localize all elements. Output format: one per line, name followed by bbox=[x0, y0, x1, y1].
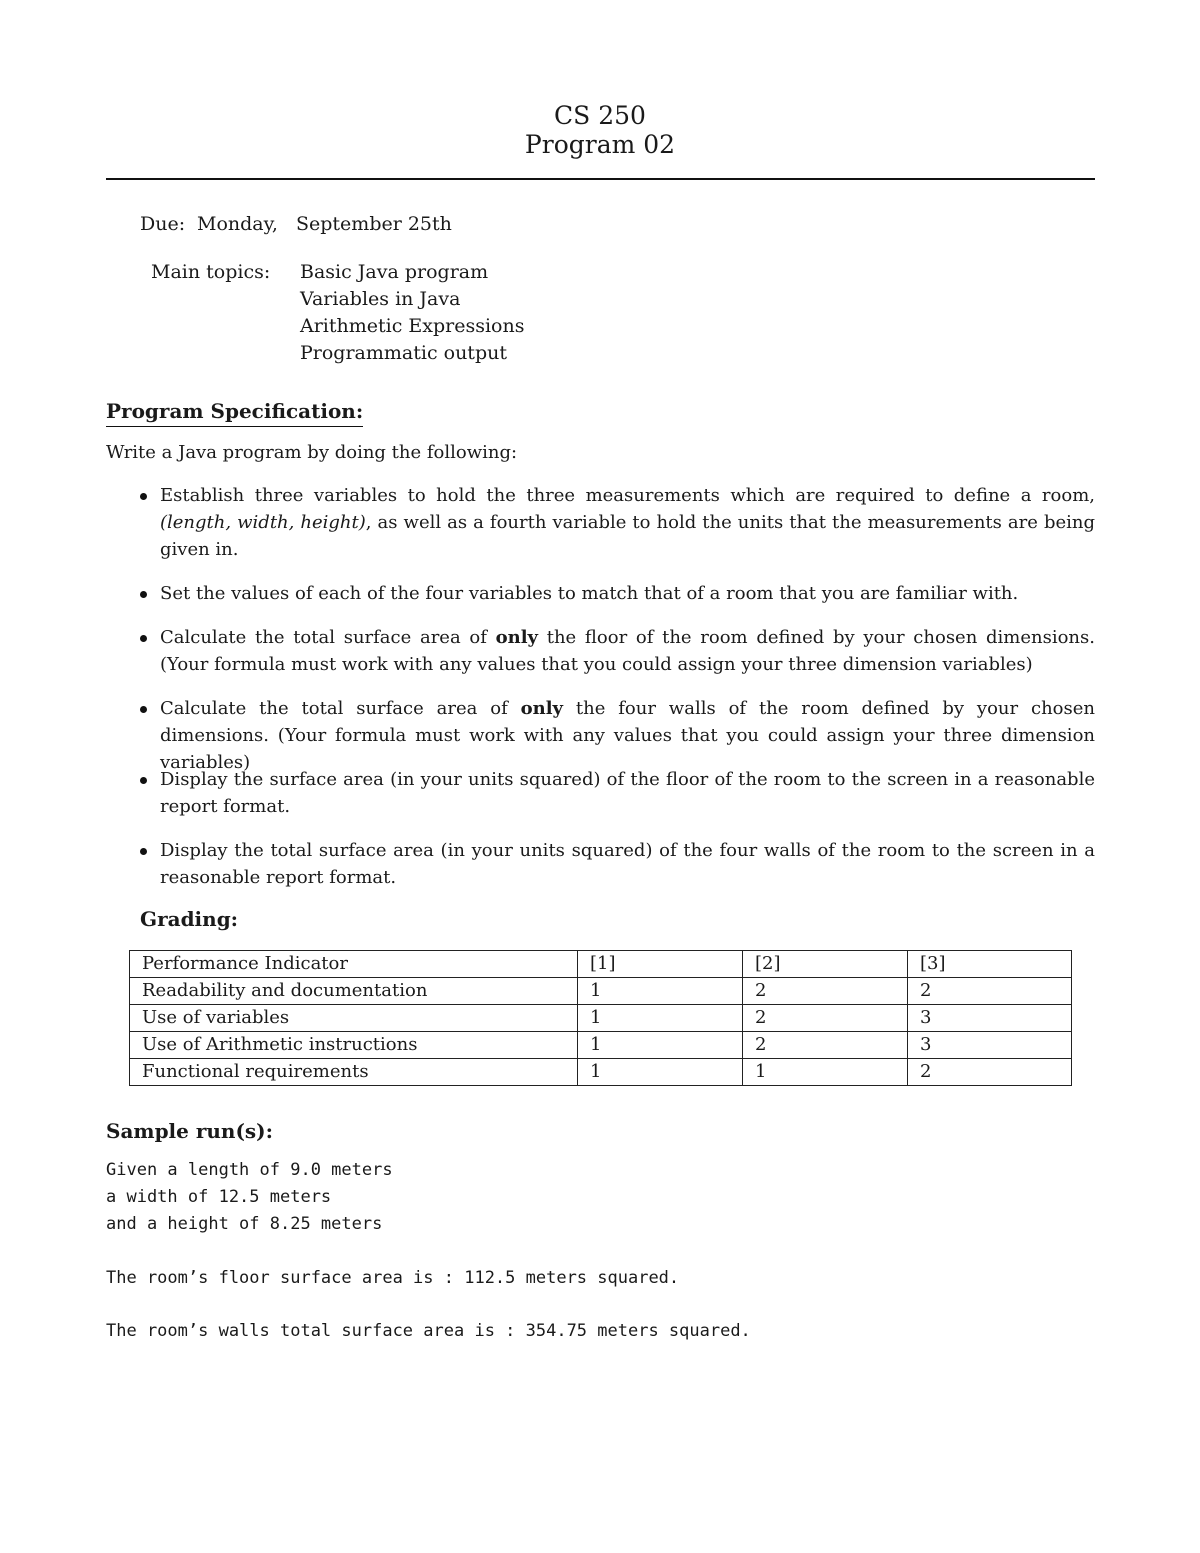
table-cell: 2 bbox=[743, 1032, 908, 1059]
grading-heading: Grading: bbox=[140, 907, 239, 931]
table-row bbox=[130, 1005, 1072, 1032]
table-cell: 2 bbox=[908, 978, 1072, 1005]
sample-heading: Sample run(s): bbox=[106, 1119, 274, 1143]
code-line: and a height of 8.25 meters bbox=[106, 1214, 383, 1234]
spec-heading: Program Specification: bbox=[106, 398, 363, 427]
course-title: CS 250 bbox=[554, 101, 646, 130]
bullet-dot bbox=[140, 777, 147, 784]
table-cell: 1 bbox=[578, 1032, 743, 1059]
table-cell: 3 bbox=[908, 1005, 1072, 1032]
table-row bbox=[130, 978, 1072, 1005]
table-cell: Readability and documentation bbox=[130, 978, 578, 1005]
table-header-cell: [1] bbox=[578, 951, 743, 978]
bullet-dot bbox=[140, 591, 147, 598]
bullet-dot bbox=[140, 493, 147, 500]
grading-table bbox=[129, 950, 1072, 1086]
topics-list bbox=[300, 259, 524, 367]
table-cell: Use of variables bbox=[130, 1005, 578, 1032]
dimension-list: (length, width, height) bbox=[160, 512, 366, 533]
table-header-cell: [2] bbox=[743, 951, 908, 978]
topic-item: Basic Java program bbox=[300, 261, 489, 283]
emphasis-only: only bbox=[495, 627, 538, 648]
table-cell: Functional requirements bbox=[130, 1059, 578, 1086]
sample-output-inputs bbox=[106, 1157, 393, 1238]
table-cell: Use of Arithmetic instructions bbox=[130, 1032, 578, 1059]
bullet-dot bbox=[140, 635, 147, 642]
table-cell: 2 bbox=[743, 1005, 908, 1032]
requirement-item: Establish three variables to hold the three measurements which are required to define a room, (length, width, height), as well as a fourth variable to hold the units that the measurements are being given in. bbox=[140, 482, 1095, 563]
requirements-list bbox=[140, 482, 1095, 891]
table-header-row bbox=[130, 951, 1072, 978]
table-header-cell: Performance Indicator bbox=[130, 951, 578, 978]
topic-item: Arithmetic Expressions bbox=[300, 315, 525, 337]
requirement-item: Display the total surface area (in your units squared) of the four walls of the room to the screen in a reasonable report format. bbox=[140, 837, 1095, 891]
table-cell: 3 bbox=[908, 1032, 1072, 1059]
table-cell: 2 bbox=[908, 1059, 1072, 1086]
table-cell: 1 bbox=[578, 1005, 743, 1032]
requirement-item: Display the surface area (in your units squared) of the floor of the room to the screen in a reasonable report format. bbox=[140, 766, 1095, 820]
table-header-cell: [3] bbox=[908, 951, 1072, 978]
requirement-item: Calculate the total surface area of only the floor of the room defined by your chosen dimensions. (Your formula must work with any values that you could assign your three dimension variables) bbox=[140, 624, 1095, 678]
table-cell: 1 bbox=[743, 1059, 908, 1086]
bullet-dot bbox=[140, 848, 147, 855]
due-label: Due: bbox=[140, 213, 186, 235]
code-line: a width of 12.5 meters bbox=[106, 1187, 332, 1207]
spec-intro: Write a Java program by doing the following: bbox=[106, 442, 518, 463]
due-date: September 25th bbox=[296, 213, 452, 235]
requirement-item: Set the values of each of the four variables to match that of a room that you are familiar with. bbox=[140, 580, 1095, 607]
topics-label: Main topics: bbox=[151, 261, 271, 283]
table-cell: 2 bbox=[743, 978, 908, 1005]
due-day: Monday, bbox=[197, 213, 278, 235]
requirement-item: Calculate the total surface area of only the four walls of the room defined by your chosen dimensions. (Your formula must work with any values that you could assign your three dimension variables) bbox=[140, 695, 1095, 749]
sample-output-walls: The room’s walls total surface area is : 354.75 meters squared. bbox=[106, 1321, 751, 1341]
program-title: Program 02 bbox=[524, 130, 676, 159]
sample-output-floor: The room’s floor surface area is : 112.5 meters squared. bbox=[106, 1268, 680, 1288]
emphasis-only: only bbox=[520, 698, 563, 719]
topic-item: Programmatic output bbox=[300, 342, 507, 364]
topic-item: Variables in Java bbox=[300, 288, 461, 310]
header-rule bbox=[106, 178, 1095, 180]
table-row bbox=[130, 1059, 1072, 1086]
bullet-dot bbox=[140, 706, 147, 713]
table-row bbox=[130, 1032, 1072, 1059]
table-cell: 1 bbox=[578, 1059, 743, 1086]
code-line: Given a length of 9.0 meters bbox=[106, 1160, 393, 1180]
table-cell: 1 bbox=[578, 978, 743, 1005]
